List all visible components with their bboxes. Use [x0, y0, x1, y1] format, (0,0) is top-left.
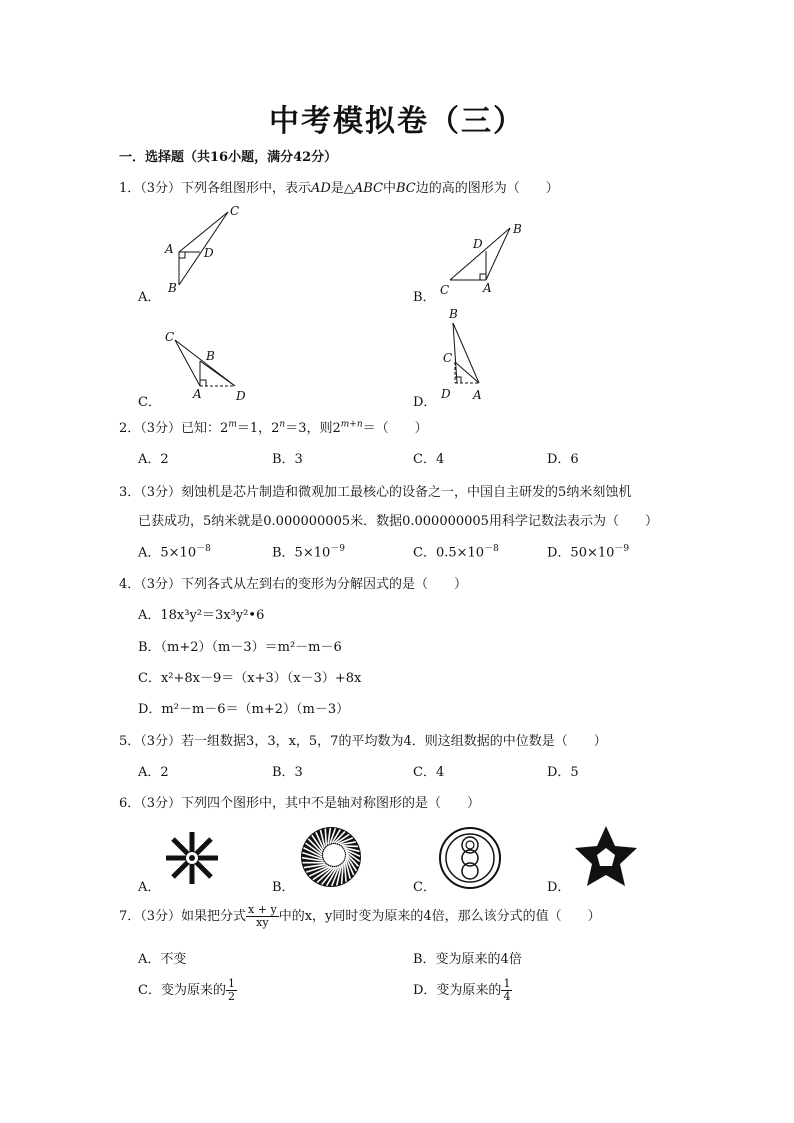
svg-text:A: A [193, 387, 202, 401]
svg-text:C: C [440, 283, 450, 297]
q1-option-b-label[interactable]: B． [413, 290, 436, 305]
svg-text:B: B [206, 349, 215, 363]
q6-figure-c [438, 826, 502, 890]
q6-figure-d [572, 824, 640, 890]
svg-text:B: B [168, 281, 177, 295]
svg-text:A: A [165, 242, 174, 256]
svg-text:C: C [230, 204, 240, 218]
svg-text:A: A [473, 388, 482, 402]
q7-option-a[interactable]: A．不变 [138, 952, 187, 967]
q3-option-b[interactable]: B．$5\times 10^{-9}$ [272, 544, 345, 561]
question-1-stem: 1．（3分）下列各组图形中，表示AD是△ABC中BC边的高的图形为（ ） [119, 181, 559, 196]
q5-option-a[interactable]: A．2 [138, 765, 169, 780]
q3-option-a[interactable]: A．$5\times 10^{-8}$ [138, 544, 211, 561]
q1-option-c-label[interactable]: C． [138, 395, 161, 410]
q1-figure-a [160, 200, 250, 300]
q2-option-c[interactable]: C．4 [413, 452, 445, 467]
q2-option-d[interactable]: D．6 [547, 452, 579, 467]
q1-figure-b [435, 218, 535, 298]
q6-option-a-label[interactable]: A． [138, 880, 161, 895]
q5-option-c[interactable]: C．4 [413, 765, 445, 780]
q2-option-a[interactable]: A．2 [138, 452, 169, 467]
question-6-stem: 6．（3分）下列四个图形中，其中不是轴对称图形的是（ ） [119, 796, 481, 811]
q6-figure-b [300, 826, 362, 888]
q1-option-d-label[interactable]: D． [413, 395, 437, 410]
svg-text:D: D [473, 237, 483, 251]
svg-text:D: D [441, 387, 451, 401]
question-3-line-2: 已获成功，5纳米就是0.000000005米．数据0.000000005用科学记数法表示为（ ） [138, 514, 658, 529]
svg-text:B: B [449, 307, 458, 321]
q2-option-b[interactable]: B．3 [272, 452, 303, 467]
q7-option-b[interactable]: B．变为原来的4倍 [413, 952, 522, 967]
q5-option-d[interactable]: D．5 [547, 765, 579, 780]
svg-text:D: D [236, 389, 246, 403]
q7-option-d[interactable]: D．变为原来的 $\frac{1}{4}$ [413, 977, 511, 1003]
question-3-line-1: 3．（3分）刻蚀机是芯片制造和微观加工最核心的设备之一，中国自主研发的5纳米刻蚀机 [119, 485, 632, 500]
svg-text:A: A [483, 281, 492, 295]
q6-figure-a [164, 830, 220, 886]
q1-figure-c [160, 328, 260, 408]
q6-option-c-label[interactable]: C． [413, 880, 436, 895]
svg-text:D: D [204, 246, 214, 260]
q1-option-a-label[interactable]: A． [138, 290, 161, 305]
question-5-stem: 5．（3分）若一组数据3，3，x，5，7的平均数为4．则这组数据的中位数是（ ） [119, 734, 607, 749]
q4-option-a[interactable]: A．18x³y²＝3x³y²•6 [138, 608, 265, 623]
section-heading: 一．选择题（共16小题，满分42分） [119, 150, 338, 165]
svg-text:B: B [513, 222, 522, 236]
q5-option-b[interactable]: B．3 [272, 765, 303, 780]
svg-text:C: C [165, 330, 175, 344]
q7-option-c[interactable]: C．变为原来的 $\frac{1}{2}$ [138, 977, 235, 1003]
q4-option-b[interactable]: B．（m+2）（m－3）＝m²－m－6 [138, 640, 342, 655]
q3-option-d[interactable]: D．$50\times 10^{-9}$ [547, 544, 630, 561]
q4-option-c[interactable]: C．x²+8x－9＝（x+3）（x－3）+8x [138, 671, 362, 686]
question-7-stem: 7．（3分）如果把分式 $\frac{x + y}{xy}$ 中的x，y同时变为原来的4倍，那么该分式的值（ ） [119, 903, 601, 929]
q3-option-c[interactable]: C．$0.5\times 10^{-8}$ [413, 544, 499, 561]
question-4-stem: 4．（3分）下列各式从左到右的变形为分解因式的是（ ） [119, 577, 468, 592]
svg-text:C: C [443, 351, 453, 365]
q6-option-d-label[interactable]: D． [547, 880, 571, 895]
question-2-stem: 2．（3分）已知：$2^m=1$，$2^n=3$，则$2^{m+n}=$（ ） [119, 419, 428, 436]
q1-figure-d [435, 305, 505, 405]
page-title: 中考模拟卷（三） [269, 104, 525, 139]
q6-option-b-label[interactable]: B． [272, 880, 295, 895]
q4-option-d[interactable]: D．m²－m－6＝（m+2）（m－3） [138, 702, 350, 717]
